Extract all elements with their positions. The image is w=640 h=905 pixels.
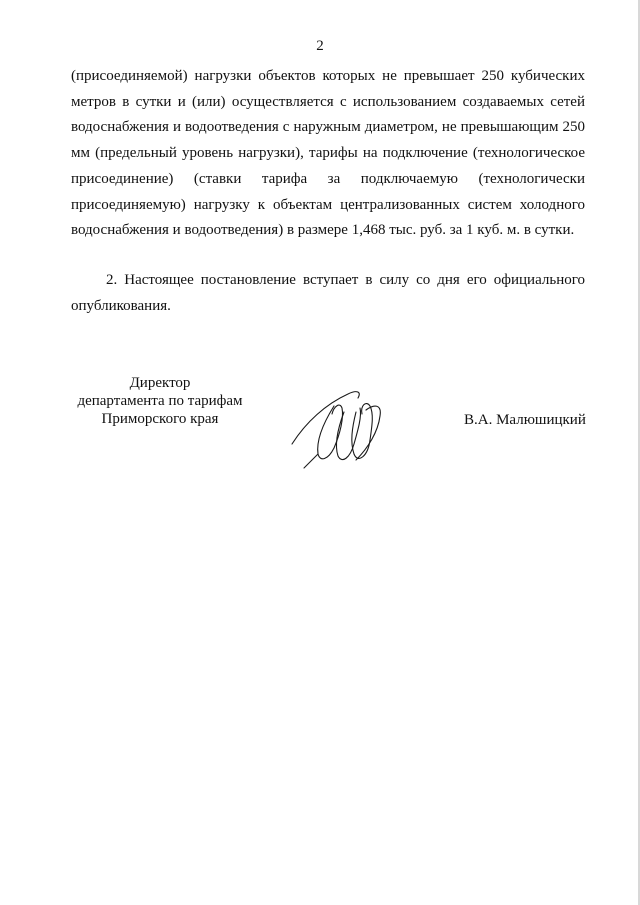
position-line-1: Директор xyxy=(129,375,191,391)
page-number: 2 xyxy=(316,38,324,54)
paragraph-2-text: 2. Настоящее постановление вступает в силу со дня его официального опубликования. xyxy=(71,272,585,314)
position-line-3: Приморского края xyxy=(101,411,219,427)
handwritten-signature xyxy=(282,382,392,472)
position-line-2: департамента по тарифам xyxy=(77,393,243,409)
body-paragraph-2 xyxy=(71,268,585,319)
signature-block xyxy=(0,372,640,482)
signer-position xyxy=(60,374,260,428)
body-paragraph-1: (присоединяемой) нагрузки объектов которых не превышает 250 кубических метров в сутки и (или) осуществляется с использованием создаваемых сетей водоснабжения и водоотведения с наружным диаметром, не превышающим 250 мм (предельный уровень нагрузки), тарифы на подключение (технологическое присоединение) (ставки тарифа за подключаемую (технологически присоединяемую) нагрузку к объектам централизованных систем холодного водоснабжения и водоотведения) в размере 1,468 тыс. руб. за 1 куб. м. в сутки. xyxy=(71,68,585,239)
signer-name: В.А. Малюшицкий xyxy=(464,412,586,428)
